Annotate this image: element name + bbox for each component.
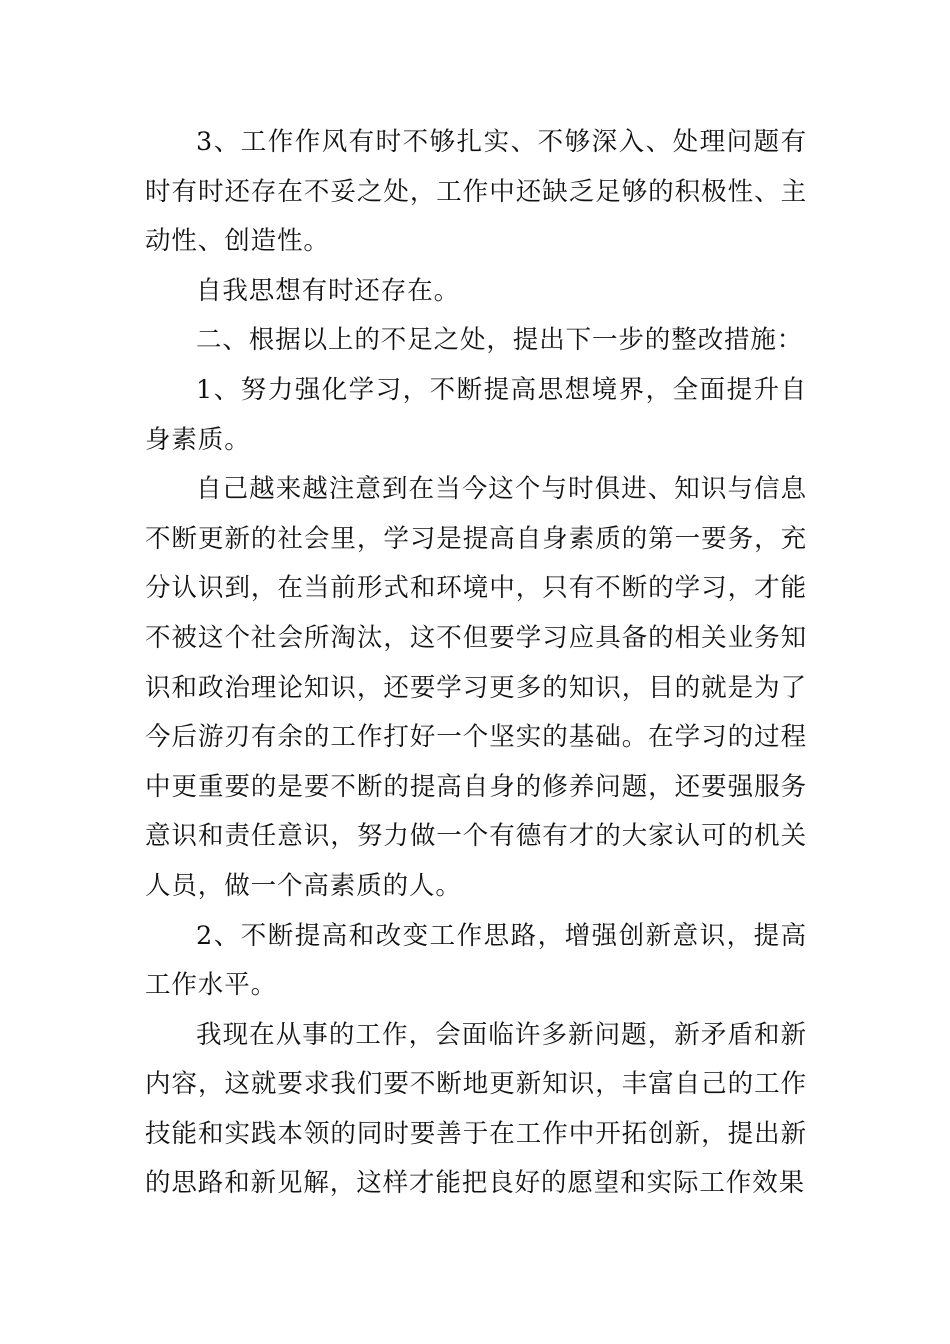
paragraph-innovation: 我现在从事的工作，会面临许多新问题，新矛盾和新内容，这就要求我们要不断地更新知识，丰富自己的工作技能和实践本领的同时要善于在工作中开拓创新，提出新的思路和新见解，这样才能把良好的愿望和实际工作效果	[145, 1019, 807, 1199]
paragraph-self-thought: 自我思想有时还存在。	[196, 275, 461, 306]
paragraph-work-style-issue: 3、工作作风有时不够扎实、不够深入、处理问题有时有时还存在不妥之处，工作中还缺乏足够的积极性、主动性、创造性。	[145, 127, 807, 257]
measure-1-heading: 1、努力强化学习，不断提高思想境界，全面提升自身素质。	[145, 374, 807, 455]
document-page	[145, 118, 807, 1209]
section-heading-rectification-measures: 二、根据以上的不足之处，提出下一步的整改措施：	[196, 325, 804, 356]
measure-2-heading: 2、不断提高和改变工作思路，增强创新意识，提高工作水平。	[145, 920, 807, 1001]
paragraph-learning: 自己越来越注意到在当今这个与时俱进、知识与信息不断更新的社会里，学习是提高自身素质的第一要务，充分认识到，在当前形式和环境中，只有不断的学习，才能不被这个社会所淘汰，这不但要学习应具备的相关业务知识和政治理论知识，还要学习更多的知识，目的就是为了今后游刃有余的工作打好一个坚实的基础。在学习的过程中更重要的是要不断的提高自身的修养问题，还要强服务意识和责任意识，努力做一个有德有才的大家认可的机关人员，做一个高素质的人。	[145, 474, 807, 901]
